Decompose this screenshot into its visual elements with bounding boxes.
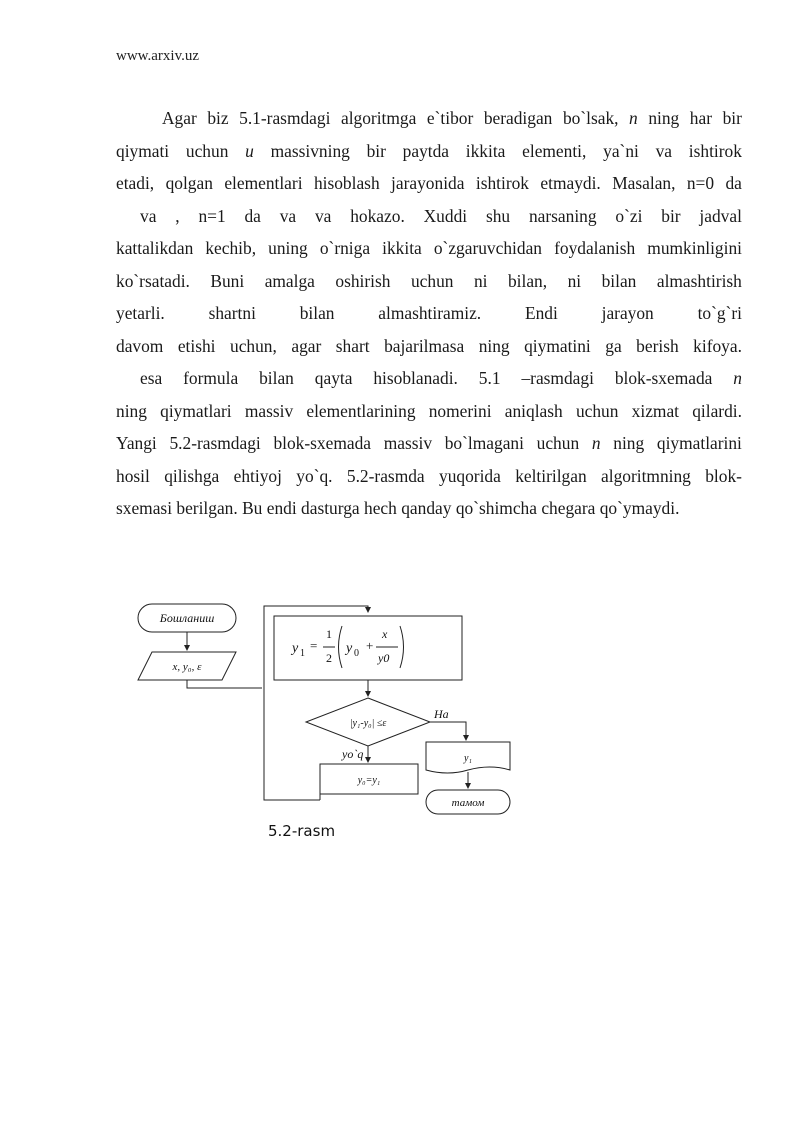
input-label: x, y₀, ε — [172, 661, 202, 673]
word: va — [279, 206, 297, 226]
word: yo`q. — [296, 466, 333, 486]
word: Endi — [524, 303, 558, 323]
word: qo`ymaydi. — [599, 498, 680, 518]
word: algoritmning — [601, 466, 691, 486]
word: blok-sxemada — [273, 433, 372, 453]
condition-label: |y₁-y₀| ≤ε — [349, 718, 387, 729]
word: uchun — [536, 433, 580, 453]
word: to`g`ri — [697, 303, 742, 323]
word: narsaning — [528, 206, 597, 226]
word: Yangi — [116, 433, 157, 453]
word: hisoblash — [313, 173, 380, 193]
word: n=0 — [686, 173, 715, 193]
paragraph-line — [116, 271, 742, 295]
word: qiymatlarini — [656, 433, 742, 453]
word: keltirilgan — [515, 466, 587, 486]
word: kechib, — [205, 238, 257, 258]
output-label: y₁ — [464, 753, 472, 764]
word: xizmat — [631, 401, 679, 421]
paragraph-line — [116, 336, 742, 360]
word: sxemasi — [116, 498, 173, 518]
word: bilan — [299, 303, 335, 323]
word: qiymati — [116, 141, 170, 161]
word: 5.1 — [478, 368, 501, 388]
formula-den2: y0 — [378, 651, 390, 665]
word: va — [140, 206, 157, 226]
word: chegara — [541, 498, 596, 518]
word: elementlarining — [306, 401, 416, 421]
word: ikkita — [465, 141, 506, 161]
word: bilan — [601, 271, 637, 291]
word: Buni — [210, 271, 245, 291]
word: yetarli. — [116, 303, 165, 323]
word: qayta — [314, 368, 353, 388]
formula-y0: y — [346, 641, 353, 656]
word: n — [629, 108, 638, 128]
word: da — [244, 206, 261, 226]
word: hosil — [116, 466, 150, 486]
word: o`zi — [615, 206, 643, 226]
formula-num2: x — [382, 627, 388, 641]
word: ni — [567, 271, 582, 291]
paragraph-line — [116, 401, 742, 425]
figure-caption: 5.2-rasm — [268, 822, 336, 840]
paragraph-line — [140, 368, 742, 392]
word: qiymatlari — [160, 401, 232, 421]
formula-y0-sub: 0 — [354, 648, 359, 659]
flowchart — [130, 600, 530, 820]
word: nomerini — [428, 401, 492, 421]
word: ehtiyoj — [233, 466, 282, 486]
word: beradigan — [483, 108, 553, 128]
formula-den1: 2 — [326, 651, 332, 665]
word: ko`rsatadi. — [116, 271, 190, 291]
word: qilishga — [164, 466, 220, 486]
paragraph-line — [116, 498, 742, 522]
no-label: yo`q — [342, 747, 364, 761]
word: Bu — [242, 498, 263, 518]
word: yuqorida — [439, 466, 501, 486]
formula-lhs: y — [292, 641, 299, 656]
word: ishtirok — [475, 173, 529, 193]
word: da — [725, 173, 742, 193]
word: almashtiramiz. — [378, 303, 482, 323]
word: ikkita — [382, 238, 422, 258]
word: hisoblanadi. — [373, 368, 458, 388]
word: berilgan. — [176, 498, 238, 518]
word: oshirish — [335, 271, 391, 291]
word: dasturga — [301, 498, 360, 518]
word: kattalikdan — [116, 238, 194, 258]
word: o`rniga — [319, 238, 371, 258]
word: etadi, — [116, 173, 155, 193]
word: Xuddi — [423, 206, 468, 226]
word: uning — [268, 238, 308, 258]
word: Agar — [162, 108, 197, 128]
word: , — [175, 206, 180, 226]
word: blok- — [705, 466, 742, 486]
word: blok-sxemada — [614, 368, 713, 388]
word: bo`lsak, — [562, 108, 619, 128]
word: qanday — [401, 498, 452, 518]
paragraph-line — [116, 173, 742, 197]
word: ning — [613, 433, 645, 453]
word: paytda — [402, 141, 450, 161]
word: bajarilmasa — [384, 336, 465, 356]
word: Masalan, — [612, 173, 676, 193]
word: etmaydi. — [540, 173, 601, 193]
word: 5.2-rasmda — [346, 466, 425, 486]
word: shu — [485, 206, 511, 226]
word: esa — [140, 368, 163, 388]
start-label: Бошланиш — [159, 611, 215, 625]
word: jarayonida — [391, 173, 465, 193]
word: elementlari — [224, 173, 303, 193]
word: –rasmdagi — [521, 368, 594, 388]
word: ya`ni — [603, 141, 639, 161]
word: ning — [478, 336, 510, 356]
word: jadval — [699, 206, 742, 226]
word: uchun, — [230, 336, 277, 356]
paragraph-line — [116, 303, 742, 327]
formula-equals: = — [310, 638, 318, 653]
yes-label: Ha — [434, 707, 449, 721]
word: massiv — [383, 433, 433, 453]
word: ning — [648, 108, 680, 128]
end-label: тамом — [451, 797, 485, 809]
paragraph-line — [140, 206, 742, 230]
word: etishi — [177, 336, 216, 356]
formula-plus: + — [366, 638, 374, 653]
word: bilan — [259, 368, 294, 388]
word: massivning — [270, 141, 350, 161]
word: qo`shimcha — [455, 498, 537, 518]
word: berish — [636, 336, 679, 356]
word: uchun — [185, 141, 229, 161]
word: va — [655, 141, 673, 161]
site-header: www.arxiv.uz — [116, 48, 200, 64]
paragraph-line — [116, 238, 742, 262]
assign-label: y₀=y₁ — [357, 775, 381, 786]
word: ishtirok — [688, 141, 742, 161]
word: bir — [366, 141, 386, 161]
word: bir — [661, 206, 681, 226]
word: ga — [605, 336, 622, 356]
formula-num1: 1 — [326, 627, 332, 641]
word: 5.2-rasmdagi — [169, 433, 261, 453]
word: hech — [364, 498, 397, 518]
word: algoritmga — [340, 108, 417, 128]
word: kifoya. — [693, 336, 742, 356]
word: qolgan — [165, 173, 213, 193]
paragraph-line — [116, 433, 742, 457]
word: davom — [116, 336, 164, 356]
word: shartni — [208, 303, 256, 323]
word: almashtirish — [656, 271, 742, 291]
word: amalga — [264, 271, 315, 291]
word: uchun — [410, 271, 454, 291]
word: ning — [116, 401, 147, 421]
word: foydalanish — [554, 238, 636, 258]
word: u — [245, 141, 254, 161]
word: uchun — [575, 401, 619, 421]
word: o`zgaruvchidan — [433, 238, 542, 258]
word: bilan, — [507, 271, 548, 291]
word: 5.1-rasmdagi — [239, 108, 331, 128]
word: bir — [722, 108, 742, 128]
word: elementi, — [522, 141, 587, 161]
paragraph-line — [116, 466, 742, 490]
paragraph-line — [116, 141, 742, 165]
word: ni — [473, 271, 488, 291]
word: biz — [207, 108, 229, 128]
word: massiv — [244, 401, 294, 421]
word: har — [689, 108, 713, 128]
word: jarayon — [601, 303, 654, 323]
paragraph-line — [162, 108, 742, 132]
word: bo`lmagani — [444, 433, 524, 453]
formula-lhs-sub: 1 — [300, 648, 305, 659]
word: n — [733, 368, 742, 388]
word: formula — [183, 368, 239, 388]
word: hokazo. — [350, 206, 405, 226]
word: n — [591, 433, 601, 453]
word: qilardi. — [692, 401, 742, 421]
word: va — [314, 206, 332, 226]
word: n=1 — [198, 206, 226, 226]
word: e`tibor — [426, 108, 474, 128]
word: agar — [291, 336, 322, 356]
word: qiymatini — [524, 336, 591, 356]
word: shart — [335, 336, 370, 356]
word: endi — [266, 498, 297, 518]
word: aniqlash — [504, 401, 563, 421]
word: mumkinligini — [647, 238, 742, 258]
